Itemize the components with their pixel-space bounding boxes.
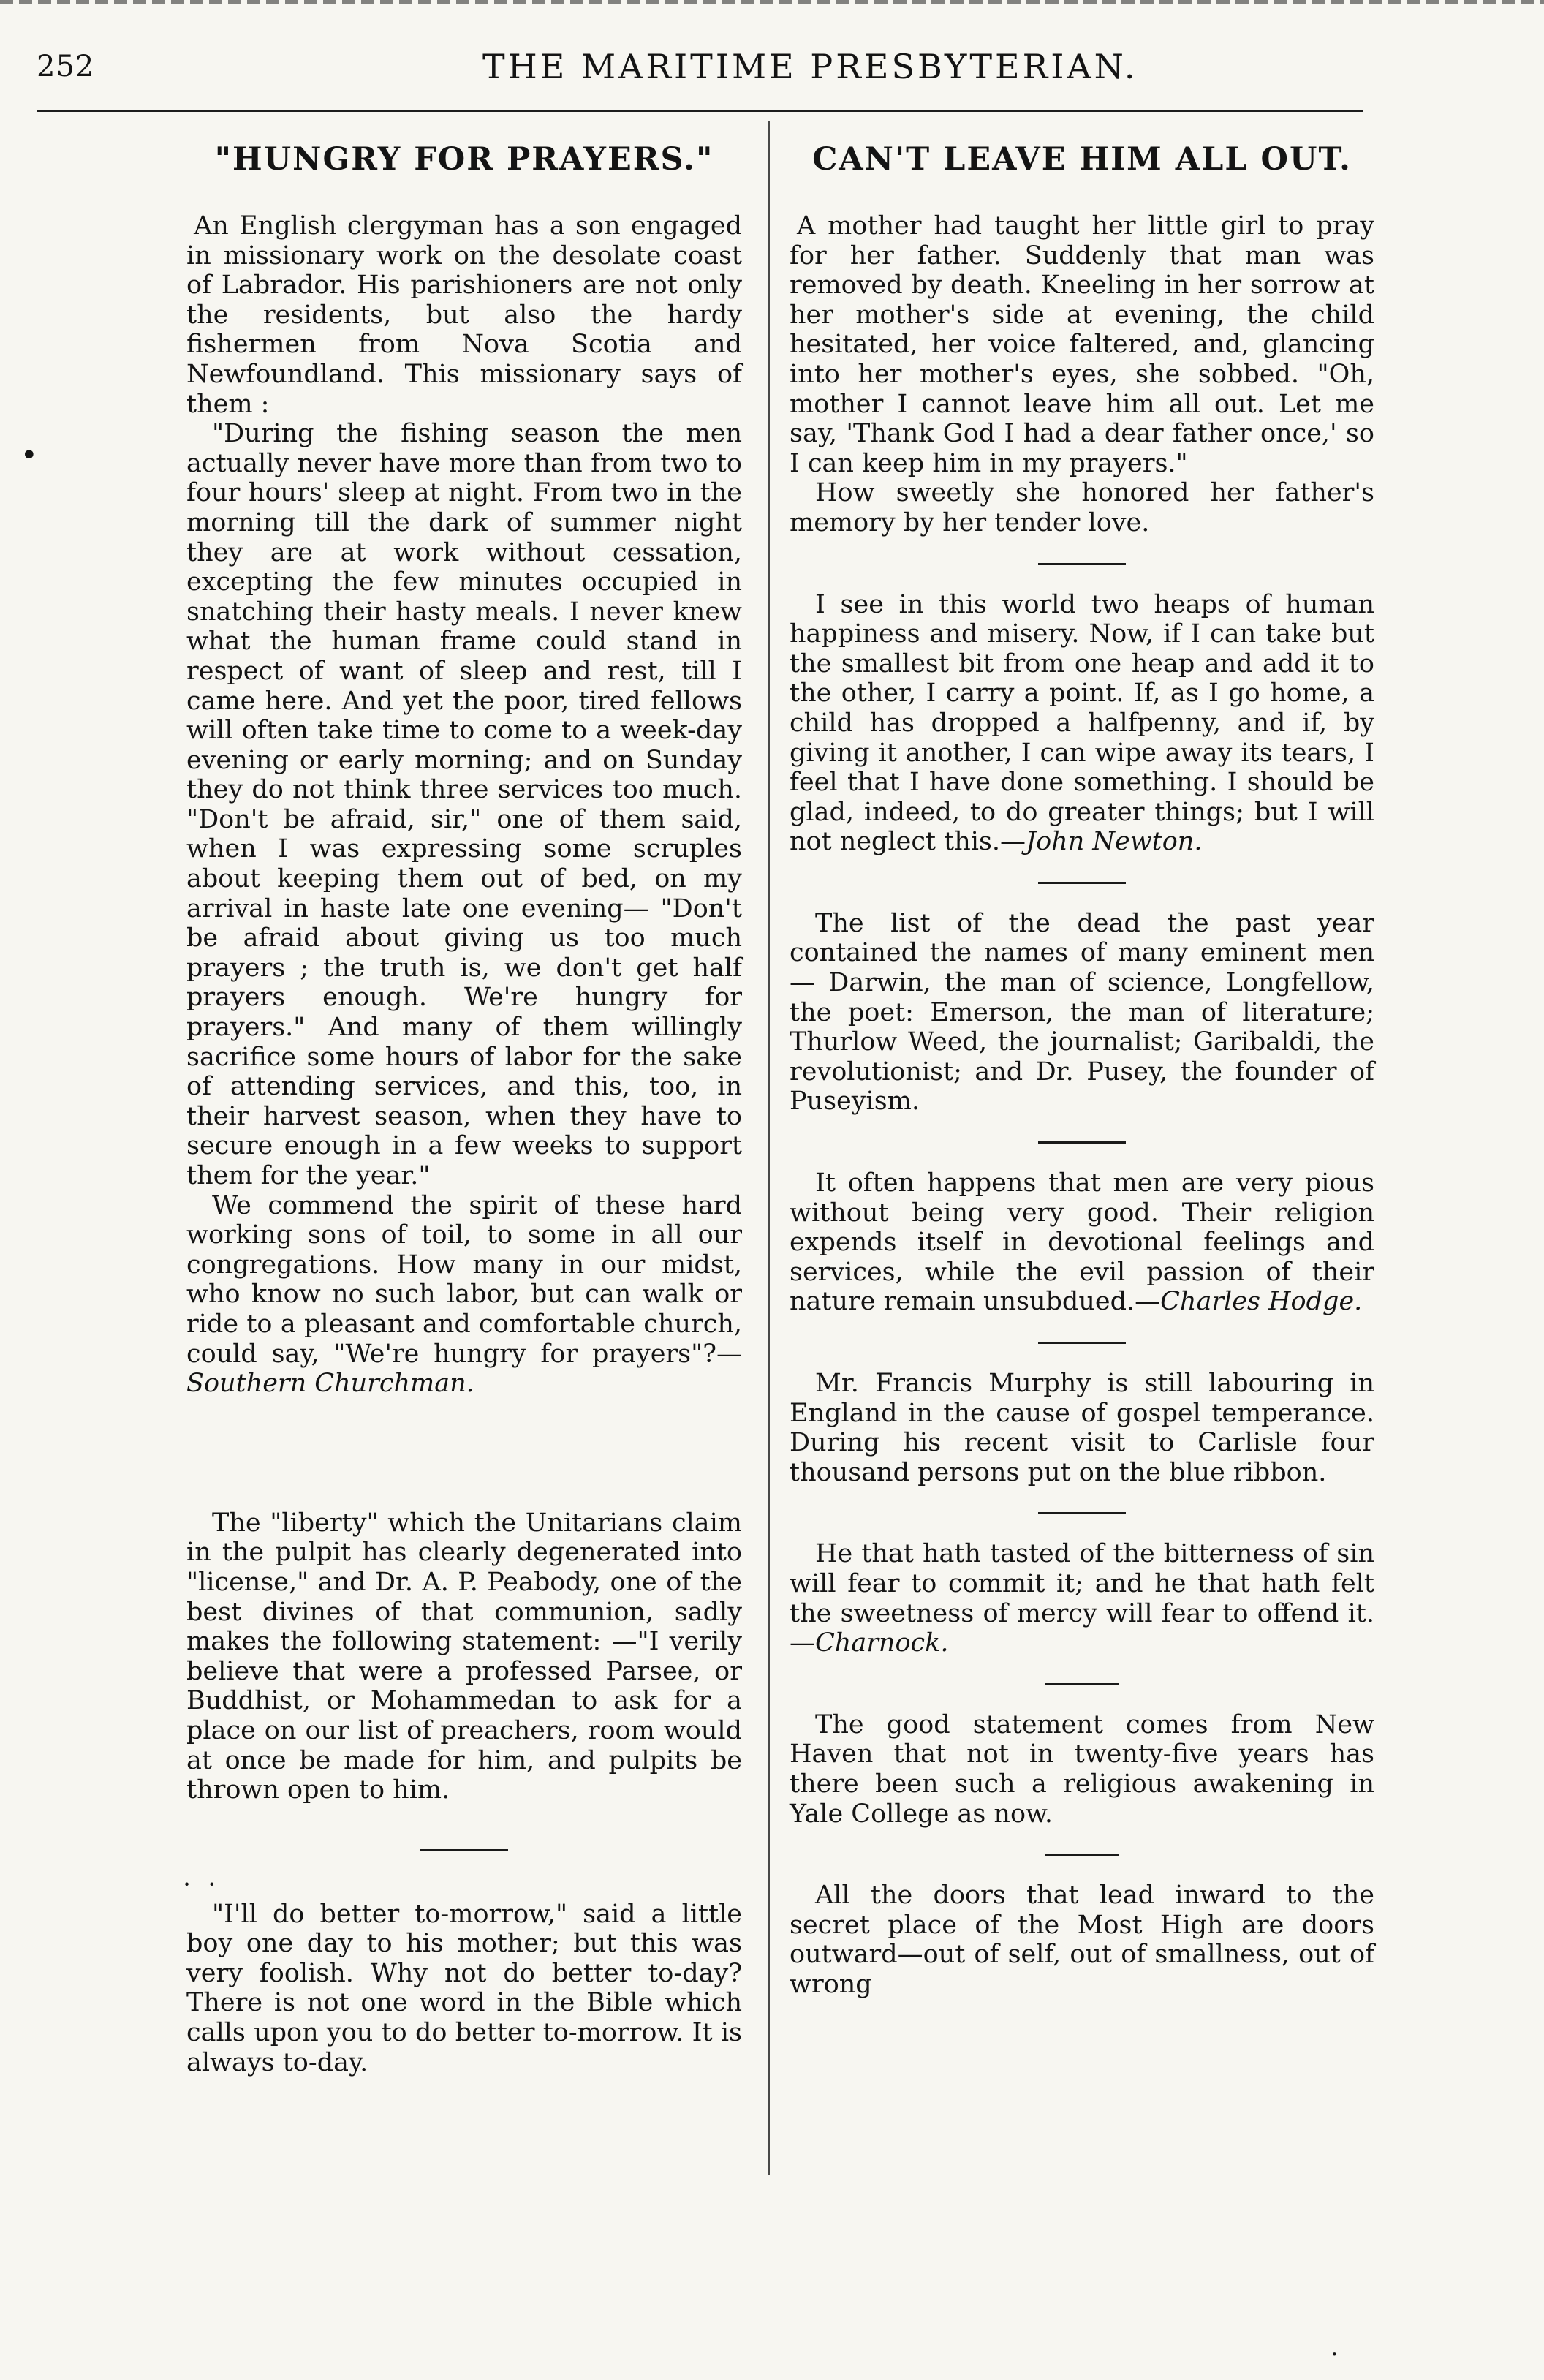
article-paragraph-yale: The good statement comes from New Haven that not in twenty-five years has there been such a religious awakening in Yale College as now. — [790, 1710, 1374, 1829]
paragraph-text: He that hath tasted of the bitterness of sin will fear to commit it; and he that hath felt the sweetness of mercy will fear to offend it.— — [790, 1539, 1374, 1658]
margin-mark: • — [20, 439, 38, 472]
separator-rule — [1038, 563, 1126, 565]
separator-rule — [420, 1849, 508, 1851]
article-title-hungry-for-prayers: "HUNGRY FOR PRAYERS." — [214, 141, 714, 178]
article-paragraph: A mother had taught her little girl to pray for her father. Suddenly that man was removed by death. Kneeling in her sorrow at her mother's side at evening, the child hesitated, her voice faltered, and, glancing into her mother's eyes, she sobbed. "Oh, mother I cannot leave him all out. Let me say, 'Thank God I had a dear father once,' so I can keep him in my prayers." — [790, 211, 1374, 478]
paragraph-text: I see in this world two heaps of human happiness and misery. Now, if I can take but the smallest bit from one heap and add it to the other, I carry a point. If, as I go home, a child has dropped a halfpenny, and if, by giving it another, I can wipe away its tears, I feel that I have done something. I should be glad, indeed, to do greater things; but I will not neglect this.— — [790, 589, 1374, 857]
article-paragraph: "During the fishing season the men actually never have more than from two to four hours' sleep at night. From two in the morning till the dark of summer night they are at work without cessation, excepting the few minutes occupied in snatching their hasty meals. I never knew what the human frame could stand in respect of want of sleep and rest, till I came here. And yet the poor, tired fellows will often take time to come to a week-day evening or early morning; and on Sunday they do not think three services too much. "Don't be afraid, sir," one of them said, when I was expressing some scruples about keeping them out of bed, on my arrival in haste late one evening— "Don't be afraid about giving us too much prayers ; the truth is, we don't get half prayers enough. We're hungry for prayers." And many of them willingly sacrifice some hours of labor for the sake of attending services, and this, too, in their harvest season, when they have to secure enough in a few weeks to support them for the year." — [186, 419, 742, 1190]
separator-rule — [1045, 1854, 1119, 1856]
paragraph-text: We commend the spirit of these hard working sons of toil, to some in all our congregations. How many in our midst, who know no such labor, but can walk or ride to a pleasant and comfortable church, could say, "We're hungry for prayers"?— — [186, 1190, 742, 1369]
top-edge-rule — [0, 0, 1544, 4]
header-rule — [37, 110, 1363, 112]
ellipsis-mark: · · — [183, 1870, 221, 1900]
stray-print-mark: · — [1331, 2340, 1339, 2369]
right-column — [790, 128, 1374, 2000]
source-citation: Charles Hodge. — [1160, 1287, 1363, 1317]
article-paragraph — [186, 1191, 742, 1399]
article-paragraph-unitarians: The "liberty" which the Unitarians claim in the pulpit has clearly degenerated into "license," and Dr. A. P. Peabody, one of the best divines of that communion, sadly makes the following statement: —"I verily believe that were a professed Parsee, or Buddhist, or Mohammedan to ask for a place on our list of preachers, room would at once be made for him, and pulpits be thrown open to him. — [186, 1508, 742, 1805]
column-divider — [768, 121, 770, 2175]
separator-rule — [1045, 1683, 1119, 1685]
article-paragraph: How sweetly she honored her father's memory by her tender love. — [790, 478, 1374, 537]
article-paragraph-john-newton — [790, 590, 1374, 857]
separator-rule — [1038, 1512, 1126, 1514]
article-paragraph-murphy: Mr. Francis Murphy is still labouring in England in the cause of gospel temperance. During his recent visit to Carlisle four thousand persons put on the blue ribbon. — [790, 1369, 1374, 1487]
publication-title: THE MARITIME PRESBYTERIAN. — [482, 47, 1138, 86]
source-citation: Southern Churchman. — [186, 1369, 474, 1399]
article-title-cant-leave-him: CAN'T LEAVE HIM ALL OUT. — [812, 141, 1352, 178]
separator-rule — [1038, 1141, 1126, 1144]
article-paragraph: An English clergyman has a son engaged in missionary work on the desolate coast of Labrador. His parishioners are not only the residents, but also the hardy fishermen from Nova Scotia and Newfoundland. This missionary says of them : — [186, 211, 742, 419]
article-paragraph-list-of-dead: The list of the dead the past year contained the names of many eminent men— Darwin, the man of science, Longfellow, the poet: Emerson, the man of literature; Thurlow Weed, the journalist; Garibaldi, the revolutionist; and Dr. Pusey, the founder of Puseyism. — [790, 908, 1374, 1117]
article-paragraph-tomorrow: "I'll do better to-morrow," said a little boy one day to his mother; but this was very foolish. Why not do better to-day? There is not one word in the Bible which calls upon you to do better to-morrow. It is always to-day. — [186, 1899, 742, 2077]
paragraph-text: It often happens that men are very pious without being very good. Their religion expends itself in devotional feelings and services, while the evil passion of their nature remain unsubdued.— — [790, 1168, 1374, 1317]
left-column — [183, 128, 742, 2077]
article-paragraph-hodge — [790, 1168, 1374, 1317]
article-paragraph-doors: All the doors that lead inward to the secret place of the Most High are doors outward—out of self, out of smallness, out of wrong — [790, 1881, 1374, 1999]
separator-rule — [1038, 1342, 1126, 1344]
page-number: 252 — [37, 50, 95, 83]
source-citation: Charnock. — [815, 1628, 949, 1658]
article-paragraph-charnock — [790, 1539, 1374, 1658]
source-citation: John Newton. — [1026, 827, 1203, 857]
separator-rule — [1038, 882, 1126, 884]
